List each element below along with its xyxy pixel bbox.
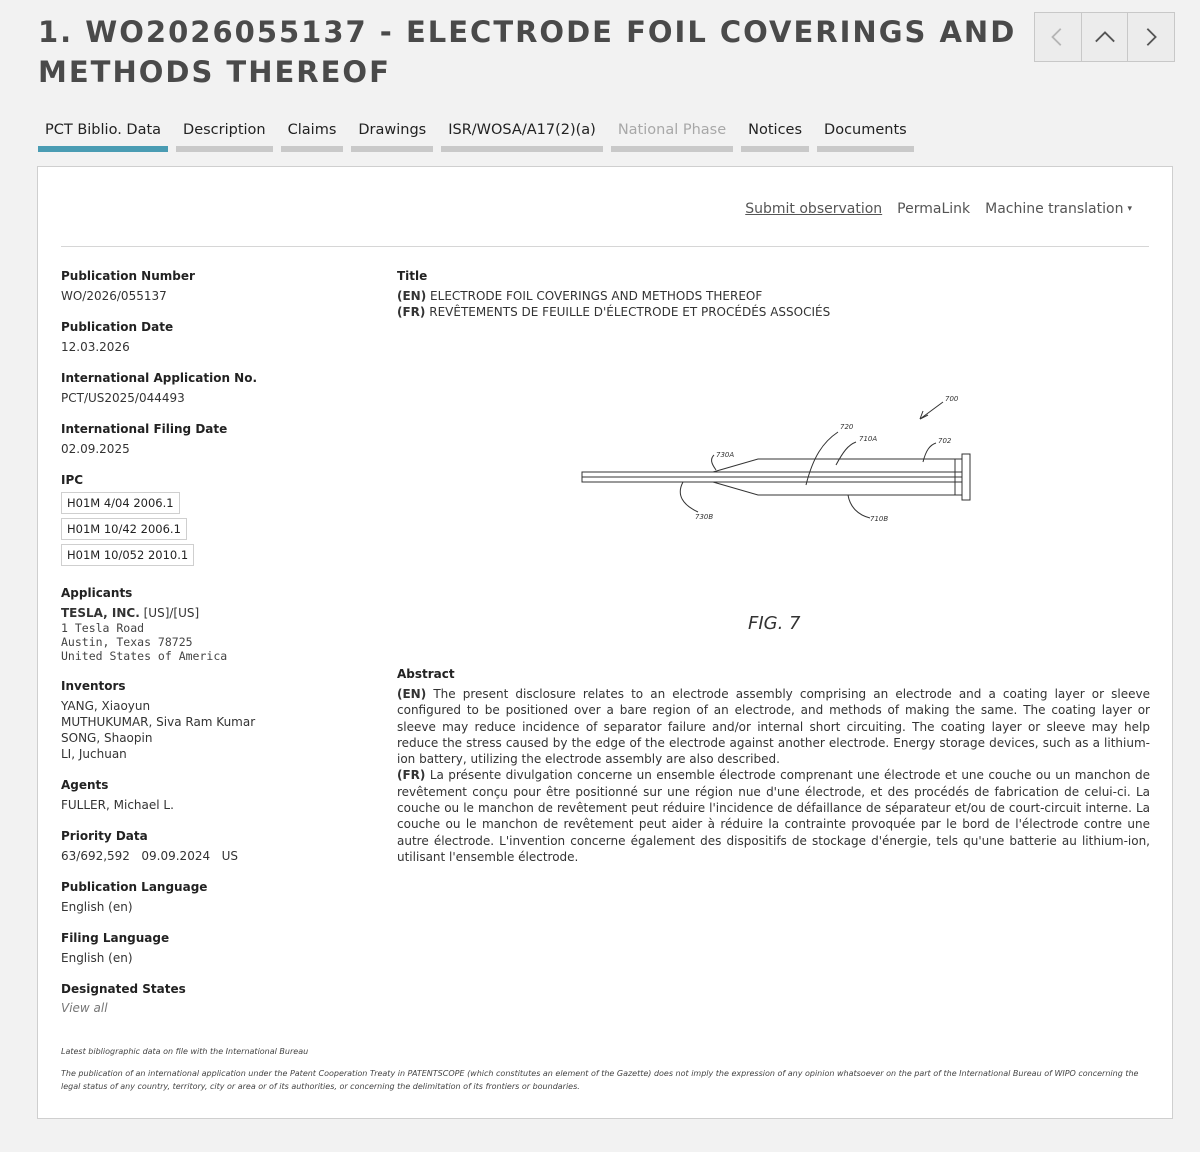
tab-label: ISR/WOSA/A17(2)(a) [448,122,596,138]
abstract-en [397,686,1150,767]
field-label: Publication Language [61,880,208,894]
publication-date-field [61,320,381,355]
filing-date-field [61,422,381,457]
tab-indicator [817,146,914,152]
inventors-field [61,679,381,762]
inventor [61,698,381,714]
lang-tag: (FR) [397,768,426,783]
abstract-section [397,667,1150,865]
panel-toolbar [745,201,1132,217]
publication-language-value: English (en) [61,900,133,914]
filing-language-value: English (en) [61,951,133,965]
publication-number-value: WO/2026/055137 [61,289,167,303]
leader-710b [848,495,870,518]
application-number-field [61,371,381,406]
leader-710a [836,442,856,465]
agent-first-name: Michael L. [113,798,174,812]
end-cap [962,454,970,500]
lang-tag: (EN) [397,289,427,303]
tab-label: Description [183,122,266,138]
tab-label: Claims [287,122,337,138]
tab-label: PCT Biblio. Data [45,122,162,138]
inventor [61,714,381,730]
filing-language-field [61,931,381,966]
inventor-first-name: Juchuan [78,747,127,761]
sleeve-top [713,459,962,472]
label-710b: 710B [870,515,889,523]
agent-last-name: FULLER, [61,798,110,812]
inventor-last-name: LI, [61,747,76,761]
tab-indicator [38,146,168,152]
sleeve-bottom [713,482,962,495]
divider [61,246,1149,247]
label-710a: 710A [859,435,878,443]
tab-documents[interactable] [817,120,914,152]
tab-indicator [176,146,273,152]
tab-label: National Phase [617,122,727,138]
next-result-button[interactable] [1128,13,1174,61]
inventor-first-name: Shaopin [103,731,153,745]
publication-date-value: 12.03.2026 [61,340,130,354]
priority-data-field [61,829,381,864]
lang-tag: (EN) [397,687,427,701]
tab-notices[interactable] [741,120,809,152]
tab-isr-wosa[interactable] [441,120,603,152]
inventor-first-name: Xiaoyun [101,699,151,713]
inventor-last-name: SONG, [61,731,101,745]
figure-caption: FIG. 7 [748,613,801,634]
biblio-fields [61,269,381,1031]
chevron-up-icon [1094,26,1116,48]
lang-tag: (FR) [397,305,426,319]
applicant-country: [US]/[US] [143,606,200,620]
abstract-fr [397,767,1150,865]
priority-number: 63/692,592 [61,849,130,863]
representative-drawing[interactable] [558,387,998,647]
field-label: Filing Language [61,931,170,945]
priority-date: 09.09.2024 [141,849,211,863]
priority-country: US [221,849,238,863]
tab-bar [38,120,922,152]
title-en-text: ELECTRODE FOIL COVERINGS AND METHODS THEREOF [430,289,763,303]
applicants-field [61,586,381,663]
title-en [397,288,1150,304]
field-label: International Filing Date [61,422,228,436]
tab-indicator [741,146,809,152]
tab-indicator [441,146,603,152]
tab-drawings[interactable] [351,120,433,152]
inventor-last-name: YANG, [61,699,98,713]
chevron-right-icon [1140,26,1162,48]
field-label: Inventors [61,679,126,693]
label-700: 700 [945,395,959,403]
permalink-link[interactable]: PermaLink [897,201,971,217]
publication-language-field [61,880,381,915]
field-label: International Application No. [61,371,258,385]
machine-translation-dropdown[interactable] [985,201,1132,217]
abstract-en-text: The present disclosure relates to an electrode assembly comprising an electrode and a coating layer or sleeve configured to be positioned over a bare region of an electrode, and methods of making the same. The coating layer or sleeve may reduce incidence of separator failure and/or internal short circuiting. The coating layer or sleeve may help reduce the stress caused by the edge of the electrode against another electrode. Energy storage devices, such as a lithium-ion battery, utilizing the electrode assembly are also described. [397,687,1150,767]
field-label: Applicants [61,586,133,600]
title-fr-text: REVÊTEMENTS DE FEUILLE D'ÉLECTRODE ET PROCÉDÉS ASSOCIÉS [429,305,831,319]
leader-730b [680,482,698,512]
inventor [61,730,381,746]
field-label: IPC [61,473,84,487]
previous-result-button[interactable] [1035,13,1082,61]
inventor-last-name: MUTHUKUMAR, [61,715,153,729]
tab-label: Notices [748,122,803,138]
applicant-address-line: Austin, Texas 78725 [61,635,193,649]
field-label: Agents [61,778,109,792]
legal-disclaimer: The publication of an international application under the Patent Cooperation Treaty in PATENTSCOPE (which constitutes an element of the Gazette) does not imply the expression of any opinion whatsoever on the part of the International Bureau of WIPO concerning the legal status of any country, territory, city or area or of its authorities, or concerning the delimitation of its frontiers or boundaries. [61,1069,1139,1091]
designated-states-field [61,982,381,1015]
publication-number-field [61,269,381,304]
title-fr [397,304,1150,320]
application-number-value: PCT/US2025/044493 [61,391,185,405]
view-all-designated-states-link[interactable]: View all [61,1001,108,1015]
label-730b: 730B [695,513,714,521]
agents-field [61,778,381,813]
inventor-first-name: Siva Ram Kumar [156,715,256,729]
ipc-list [61,492,301,570]
ipc-code[interactable]: H01M 4/04 2006.1 [61,492,180,514]
tab-national-phase [611,120,733,152]
tab-indicator [281,146,344,152]
abstract-fr-text: La présente divulgation concerne un ensemble électrode comprenant une électrode et une couche ou un manchon de revêtement conçu pour être positionné sur une région nue d'une électrode, et des procédés de fabrication de celui-ci. La couche ou le manchon de revêtement peut réduire l'incidence de défaillance de séparateur et/ou de court-circuit interne. La couche ou le manchon de revêtement peut aider à réduire la contrainte provoquée par le bord de l'électrode contre une autre électrode. L'invention concerne également des dispositifs de stockage d'énergie, tels qu'une batterie au lithium-ion, utilisant l'ensemble électrode. [397,768,1150,864]
caret-down-icon: ▾ [1127,204,1132,214]
title-section [397,269,1150,320]
inventor [61,746,381,762]
field-label: Publication Number [61,269,195,283]
page-title: 1. WO2026055137 - ELECTRODE FOIL COVERINGS AND METHODS THEREOF [38,15,1017,89]
ipc-code[interactable]: H01M 10/052 2010.1 [61,544,194,566]
tab-indicator [351,146,433,152]
label-702: 702 [938,437,952,445]
submit-observation-link[interactable]: Submit observation [745,201,883,217]
applicant-name: TESLA, INC. [61,606,140,620]
tab-label: Drawings [358,122,427,138]
label-720: 720 [840,423,854,431]
ipc-field [61,473,381,570]
result-navigation [1034,12,1175,62]
tab-label: Documents [824,122,907,138]
tab-pct-biblio-data[interactable] [38,120,168,152]
tab-description[interactable] [176,120,273,152]
agent [61,797,381,813]
ipc-code[interactable]: H01M 10/42 2006.1 [61,518,187,540]
field-label: Priority Data [61,829,148,843]
chevron-left-icon [1047,26,1069,48]
biblio-panel [37,166,1173,1119]
tab-indicator [611,146,733,152]
back-to-results-button[interactable] [1082,13,1129,61]
field-label: Publication Date [61,320,174,334]
priority-row [61,848,381,864]
applicant-address-line: 1 Tesla Road [61,621,145,635]
tab-claims[interactable] [281,120,344,152]
title-label: Title [397,269,428,283]
leader-700 [920,402,943,419]
field-label: Designated States [61,982,186,996]
abstract-label: Abstract [397,667,455,681]
applicant-address-line: United States of America [61,649,228,663]
machine-translation-label: Machine translation [985,201,1124,217]
label-730a: 730A [716,451,735,459]
latest-data-note: Latest bibliographic data on file with the International Bureau [61,1047,309,1056]
applicant-line [61,605,381,621]
filing-date-value: 02.09.2025 [61,442,130,456]
